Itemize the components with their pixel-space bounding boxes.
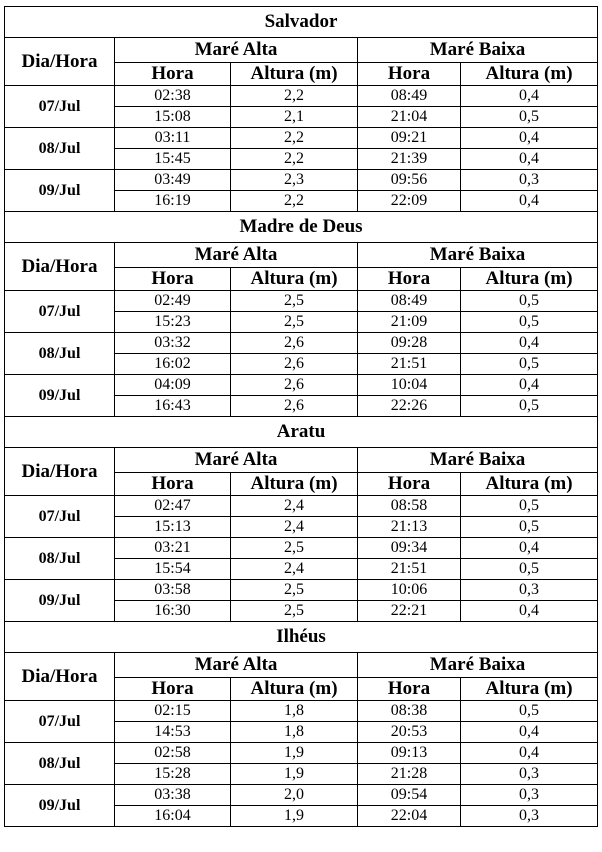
baixa-hora-cell: 08:38 [358,701,461,722]
mare-header-row [5,243,598,268]
baixa-hora-header: Hora [358,63,461,86]
alta-hora-cell: 03:21 [115,538,231,559]
alta-altura-cell: 2,5 [231,580,358,601]
tide-tables [4,6,598,827]
mare-baixa-header: Maré Baixa [358,448,598,473]
table-row [5,170,598,191]
alta-altura-header: Altura (m) [231,63,358,86]
location-title-row [5,417,598,448]
alta-hora-cell: 15:45 [115,149,231,170]
alta-altura-cell: 2,6 [231,396,358,417]
alta-hora-header: Hora [115,268,231,291]
alta-altura-cell: 2,5 [231,538,358,559]
day-label: 08/Jul [5,743,115,785]
alta-hora-cell: 15:23 [115,312,231,333]
day-label: 07/Jul [5,86,115,128]
mare-baixa-header: Maré Baixa [358,243,598,268]
baixa-altura-header: Altura (m) [461,678,598,701]
baixa-altura-cell: 0,3 [461,806,598,827]
alta-altura-cell: 2,6 [231,354,358,375]
alta-altura-cell: 1,8 [231,722,358,743]
alta-hora-cell: 02:15 [115,701,231,722]
alta-hora-cell: 16:04 [115,806,231,827]
baixa-hora-cell: 21:04 [358,107,461,128]
alta-altura-cell: 2,6 [231,333,358,354]
baixa-hora-cell: 21:39 [358,149,461,170]
alta-altura-cell: 2,5 [231,312,358,333]
alta-altura-header: Altura (m) [231,678,358,701]
table-row [5,333,598,354]
day-label: 08/Jul [5,333,115,375]
alta-hora-cell: 16:43 [115,396,231,417]
alta-altura-cell: 2,2 [231,149,358,170]
alta-hora-header: Hora [115,678,231,701]
alta-altura-cell: 2,5 [231,601,358,622]
day-label: 07/Jul [5,701,115,743]
alta-altura-cell: 2,5 [231,291,358,312]
baixa-altura-cell: 0,5 [461,517,598,538]
alta-altura-cell: 1,8 [231,701,358,722]
table-row [5,580,598,601]
baixa-altura-cell: 0,5 [461,291,598,312]
alta-hora-cell: 15:28 [115,764,231,785]
alta-altura-cell: 2,0 [231,785,358,806]
alta-altura-cell: 2,4 [231,517,358,538]
baixa-altura-header: Altura (m) [461,63,598,86]
day-label: 08/Jul [5,538,115,580]
alta-hora-cell: 16:02 [115,354,231,375]
alta-hora-cell: 02:58 [115,743,231,764]
alta-altura-cell: 2,4 [231,496,358,517]
baixa-altura-header: Altura (m) [461,268,598,291]
baixa-hora-header: Hora [358,268,461,291]
baixa-altura-cell: 0,3 [461,764,598,785]
alta-hora-cell: 14:53 [115,722,231,743]
baixa-altura-cell: 0,5 [461,354,598,375]
day-label: 07/Jul [5,496,115,538]
table-row [5,375,598,396]
baixa-hora-cell: 09:13 [358,743,461,764]
mare-header-row [5,653,598,678]
table-row [5,538,598,559]
baixa-altura-cell: 0,4 [461,333,598,354]
alta-hora-header: Hora [115,63,231,86]
alta-hora-cell: 02:38 [115,86,231,107]
table-row [5,785,598,806]
day-label: 09/Jul [5,170,115,212]
mare-alta-header: Maré Alta [115,448,358,473]
baixa-hora-cell: 20:53 [358,722,461,743]
alta-hora-cell: 15:13 [115,517,231,538]
mare-alta-header: Maré Alta [115,38,358,63]
table-row [5,743,598,764]
baixa-altura-cell: 0,4 [461,86,598,107]
alta-hora-cell: 03:58 [115,580,231,601]
location-title-row [5,7,598,38]
baixa-hora-cell: 21:28 [358,764,461,785]
mare-baixa-header: Maré Baixa [358,653,598,678]
location-title: Madre de Deus [5,212,598,243]
alta-altura-cell: 2,1 [231,107,358,128]
baixa-altura-cell: 0,3 [461,580,598,601]
baixa-altura-cell: 0,5 [461,701,598,722]
alta-altura-header: Altura (m) [231,473,358,496]
location-title-row [5,212,598,243]
alta-hora-cell: 03:11 [115,128,231,149]
table-row [5,496,598,517]
baixa-altura-cell: 0,4 [461,538,598,559]
table-row [5,128,598,149]
alta-hora-cell: 16:19 [115,191,231,212]
baixa-hora-cell: 10:04 [358,375,461,396]
baixa-hora-cell: 09:28 [358,333,461,354]
baixa-altura-cell: 0,5 [461,396,598,417]
baixa-altura-cell: 0,4 [461,191,598,212]
baixa-altura-cell: 0,5 [461,559,598,580]
alta-altura-cell: 1,9 [231,806,358,827]
day-label: 07/Jul [5,291,115,333]
day-label: 08/Jul [5,128,115,170]
alta-altura-cell: 2,6 [231,375,358,396]
dia-hora-header: Dia/Hora [5,38,115,86]
mare-baixa-header: Maré Baixa [358,38,598,63]
baixa-altura-cell: 0,5 [461,312,598,333]
baixa-hora-cell: 09:56 [358,170,461,191]
alta-altura-cell: 2,2 [231,191,358,212]
alta-hora-cell: 15:54 [115,559,231,580]
alta-altura-cell: 2,4 [231,559,358,580]
baixa-hora-header: Hora [358,473,461,496]
baixa-hora-cell: 21:51 [358,559,461,580]
alta-hora-cell: 03:32 [115,333,231,354]
baixa-hora-cell: 22:04 [358,806,461,827]
alta-altura-header: Altura (m) [231,268,358,291]
baixa-altura-cell: 0,3 [461,170,598,191]
dia-hora-header: Dia/Hora [5,243,115,291]
baixa-altura-cell: 0,4 [461,149,598,170]
baixa-hora-cell: 09:34 [358,538,461,559]
dia-hora-header: Dia/Hora [5,653,115,701]
baixa-hora-cell: 21:51 [358,354,461,375]
dia-hora-header: Dia/Hora [5,448,115,496]
alta-hora-cell: 02:47 [115,496,231,517]
alta-altura-cell: 2,2 [231,128,358,149]
alta-altura-cell: 1,9 [231,743,358,764]
alta-hora-cell: 04:09 [115,375,231,396]
alta-hora-cell: 03:49 [115,170,231,191]
mare-header-row [5,38,598,63]
baixa-hora-cell: 08:49 [358,291,461,312]
baixa-hora-cell: 21:09 [358,312,461,333]
baixa-hora-cell: 08:58 [358,496,461,517]
baixa-hora-cell: 08:49 [358,86,461,107]
alta-altura-cell: 1,9 [231,764,358,785]
baixa-hora-cell: 22:26 [358,396,461,417]
day-label: 09/Jul [5,785,115,827]
alta-hora-header: Hora [115,473,231,496]
location-title: Salvador [5,7,598,38]
baixa-hora-cell: 21:13 [358,517,461,538]
alta-hora-cell: 02:49 [115,291,231,312]
baixa-altura-cell: 0,5 [461,107,598,128]
baixa-hora-cell: 22:21 [358,601,461,622]
baixa-hora-cell: 22:09 [358,191,461,212]
day-label: 09/Jul [5,580,115,622]
location-title: Ilhéus [5,622,598,653]
day-label: 09/Jul [5,375,115,417]
baixa-altura-cell: 0,4 [461,128,598,149]
baixa-hora-cell: 09:21 [358,128,461,149]
mare-alta-header: Maré Alta [115,653,358,678]
baixa-altura-cell: 0,4 [461,601,598,622]
baixa-altura-header: Altura (m) [461,473,598,496]
table-row [5,701,598,722]
alta-altura-cell: 2,2 [231,86,358,107]
baixa-altura-cell: 0,3 [461,785,598,806]
alta-hora-cell: 15:08 [115,107,231,128]
table-row [5,86,598,107]
mare-alta-header: Maré Alta [115,243,358,268]
baixa-hora-cell: 09:54 [358,785,461,806]
alta-hora-cell: 03:38 [115,785,231,806]
location-title: Aratu [5,417,598,448]
location-title-row [5,622,598,653]
tide-body [5,7,598,827]
baixa-hora-cell: 10:06 [358,580,461,601]
baixa-altura-cell: 0,4 [461,375,598,396]
baixa-altura-cell: 0,5 [461,496,598,517]
alta-altura-cell: 2,3 [231,170,358,191]
baixa-altura-cell: 0,4 [461,743,598,764]
alta-hora-cell: 16:30 [115,601,231,622]
mare-header-row [5,448,598,473]
table-row [5,291,598,312]
baixa-altura-cell: 0,4 [461,722,598,743]
baixa-hora-header: Hora [358,678,461,701]
